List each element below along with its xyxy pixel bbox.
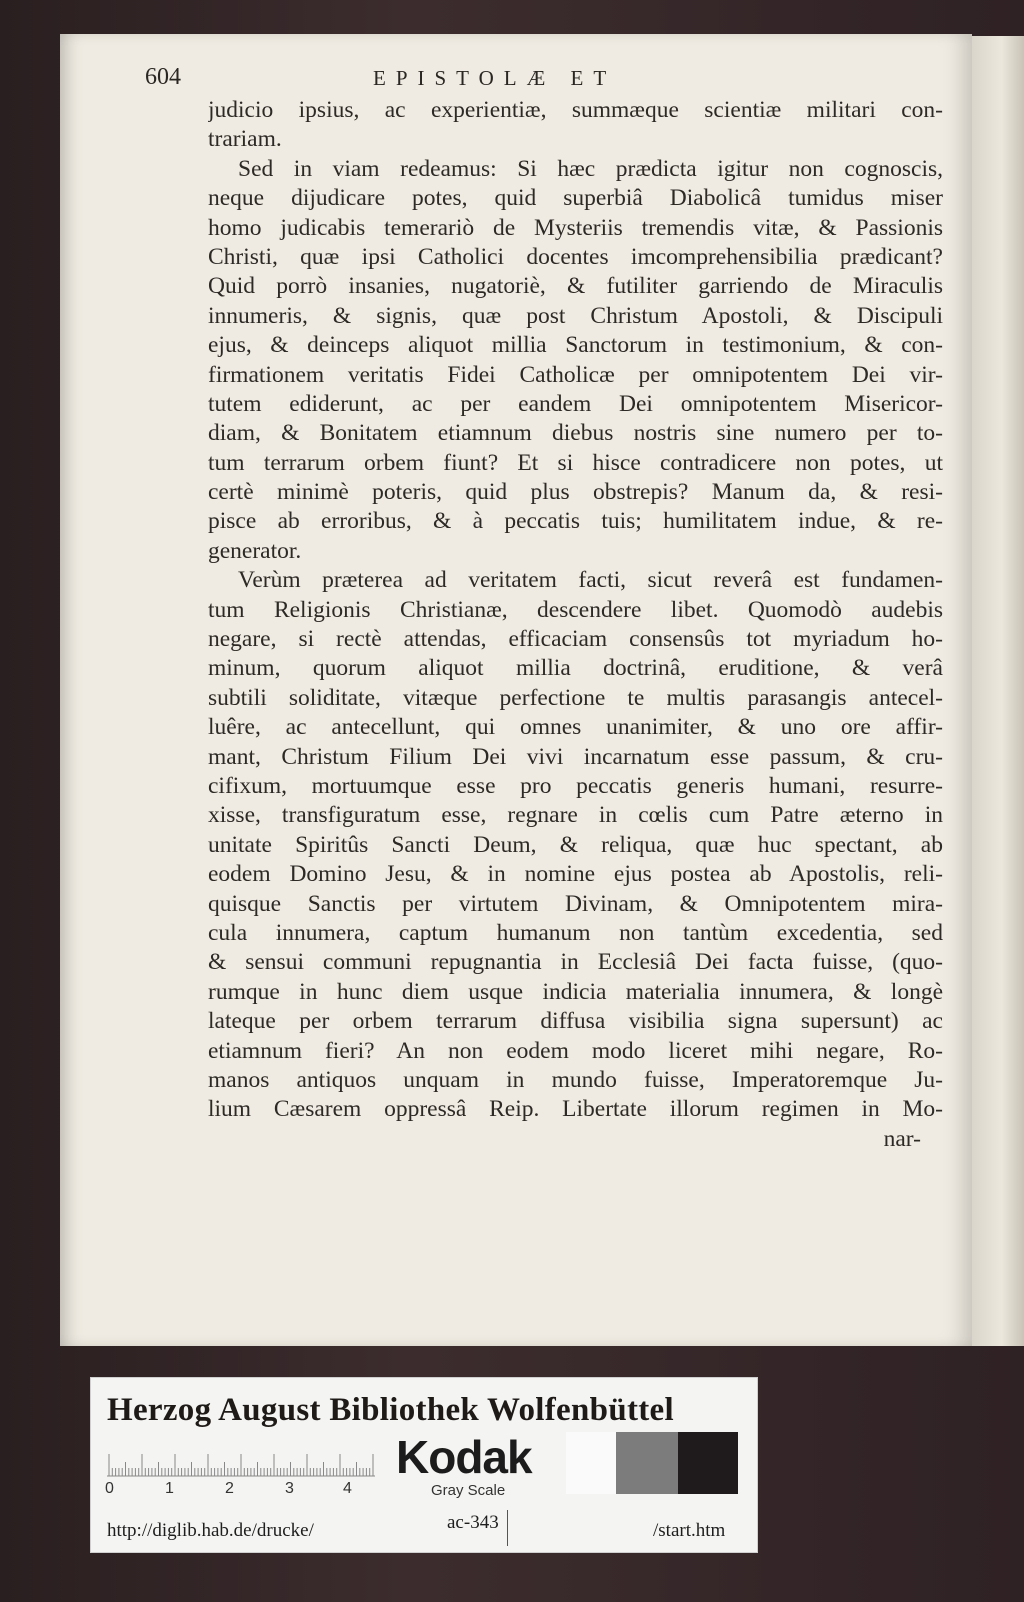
text-line: judicio ipsius, ac experientiæ, summæque scientiæ militari con- — [208, 97, 943, 123]
page-number: 604 — [145, 64, 181, 90]
gray-patch-black — [678, 1432, 738, 1494]
divider — [507, 1510, 508, 1546]
start-url: /start.htm — [653, 1520, 726, 1541]
text-line: & sensui communi repugnantia in Ecclesiâ Dei facta fuisse, (quo- — [208, 949, 943, 976]
text-line: luêre, ac antecellunt, qui omnes unanimiter, & uno ore affir- — [208, 714, 943, 741]
gray-patch-mid — [616, 1432, 678, 1494]
text-line: lium Cæsarem oppressâ Reip. Libertate illorum regimen in Mo- — [208, 1096, 943, 1123]
kodak-logo: Kodak — [396, 1431, 532, 1483]
gray-scale-label: Gray Scale — [431, 1482, 506, 1499]
text-line: ejus, & deinceps aliquot millia Sanctorum in testimonium, & con- — [208, 332, 943, 359]
text-line: eodem Domino Jesu, & in nomine ejus postea ab Apostolis, reli- — [208, 861, 943, 888]
text-line: lateque per orbem terrarum diffusa visibilia signa supersunt) ac — [208, 1008, 943, 1035]
adjacent-page-edge — [968, 36, 1024, 1346]
text-line: generator. — [208, 537, 302, 564]
text-line: xisse, transfiguratum esse, regnare in cœlis cum Patre æterno in — [208, 802, 943, 829]
ruler-number: 0 — [105, 1480, 114, 1497]
shelfmark: ac-343 — [447, 1512, 499, 1533]
running-head-title: EPISTOLÆ ET — [373, 66, 617, 90]
text-line: neque dijudicare potes, quid superbiâ Diabolicâ tumidus miser — [208, 185, 943, 212]
gray-patch-white — [566, 1432, 616, 1494]
text-line: etiamnum fieri? An non eodem modo liceret mihi negare, Ro- — [208, 1037, 943, 1064]
library-name: Herzog August Bibliothek Wolfenbüttel — [107, 1392, 674, 1428]
text-line: pisce ab erroribus, & à peccatis tuis; humilitatem indue, & re- — [208, 508, 943, 535]
body-text — [208, 96, 943, 1154]
text-line: negare, si rectè attendas, efficaciam consensûs tot myriadum ho- — [208, 626, 943, 653]
text-line: innumeris, & signis, quæ post Christum Apostoli, & Discipuli — [208, 302, 943, 329]
library-url: http://diglib.hab.de/drucke/ — [107, 1520, 314, 1541]
running-head — [145, 64, 865, 98]
text-line: certè minimè poteris, quid plus obstrepis? Manum da, & resi- — [208, 479, 943, 506]
text-line: minum, quorum aliquot millia doctrinâ, eruditione, & verâ — [208, 655, 943, 682]
text-line: unitate Spiritûs Sancti Deum, & reliqua, quæ huc spectant, ab — [208, 831, 943, 858]
text-line: subtili soliditate, vitæque perfectione te multis parasangis antecel- — [208, 684, 943, 711]
text-line: mant, Christum Filium Dei vivi incarnatum esse passum, & cru- — [208, 743, 943, 770]
text-line: cifixum, mortuumque esse pro peccatis generis humani, resurre- — [208, 772, 943, 799]
text-line: Verùm præterea ad veritatem facti, sicut reverâ est fundamen- — [238, 567, 943, 594]
text-line: cula innumera, captum humanum non tantùm excedentia, sed — [208, 919, 943, 946]
text-line: diam, & Bonitatem etiamnum diebus nostris sine numero per to- — [208, 420, 943, 447]
text-line: Sed in viam redeamus: Si hæc prædicta igitur non cognoscis, — [238, 155, 943, 182]
text-line: quisque Sanctis per virtutem Divinam, & Omnipotentem mira- — [208, 890, 943, 917]
text-line: rumque in hunc diem usque indicia materialia innumera, & longè — [208, 978, 943, 1005]
text-line: tutem ediderunt, ac per eandem Dei omnipotentem Misericor- — [208, 390, 943, 417]
text-line: tum Religionis Christianæ, descendere libet. Quomodò audebis — [208, 596, 943, 623]
text-line: Quid porrò insanies, nugatoriè, & futiliter garriendo de Miraculis — [208, 273, 943, 300]
ruler-number: 1 — [165, 1480, 174, 1497]
text-line: tum terrarum orbem fiunt? Et si hisce contradicere non potes, ut — [208, 449, 943, 476]
text-line: firmationem veritatis Fidei Catholicæ per omnipotentem Dei vir- — [208, 361, 943, 388]
ruler-number: 4 — [343, 1480, 352, 1497]
text-line: Christi, quæ ipsi Catholici docentes imcomprehensibilia prædicant? — [208, 243, 943, 270]
ruler-number: 3 — [285, 1480, 294, 1497]
text-line: homo judicabis temerariò de Mysteriis tremendis vitæ, & Passionis — [208, 214, 943, 241]
text-line: manos antiquos unquam in mundo fuisse, Imperatoremque Ju- — [208, 1066, 943, 1093]
text-line: nar- — [883, 1125, 921, 1152]
text-line: trariam. — [208, 126, 282, 153]
scale-ruler — [107, 1438, 375, 1478]
ruler-number: 2 — [225, 1480, 234, 1497]
scan-target-card — [90, 1377, 758, 1553]
